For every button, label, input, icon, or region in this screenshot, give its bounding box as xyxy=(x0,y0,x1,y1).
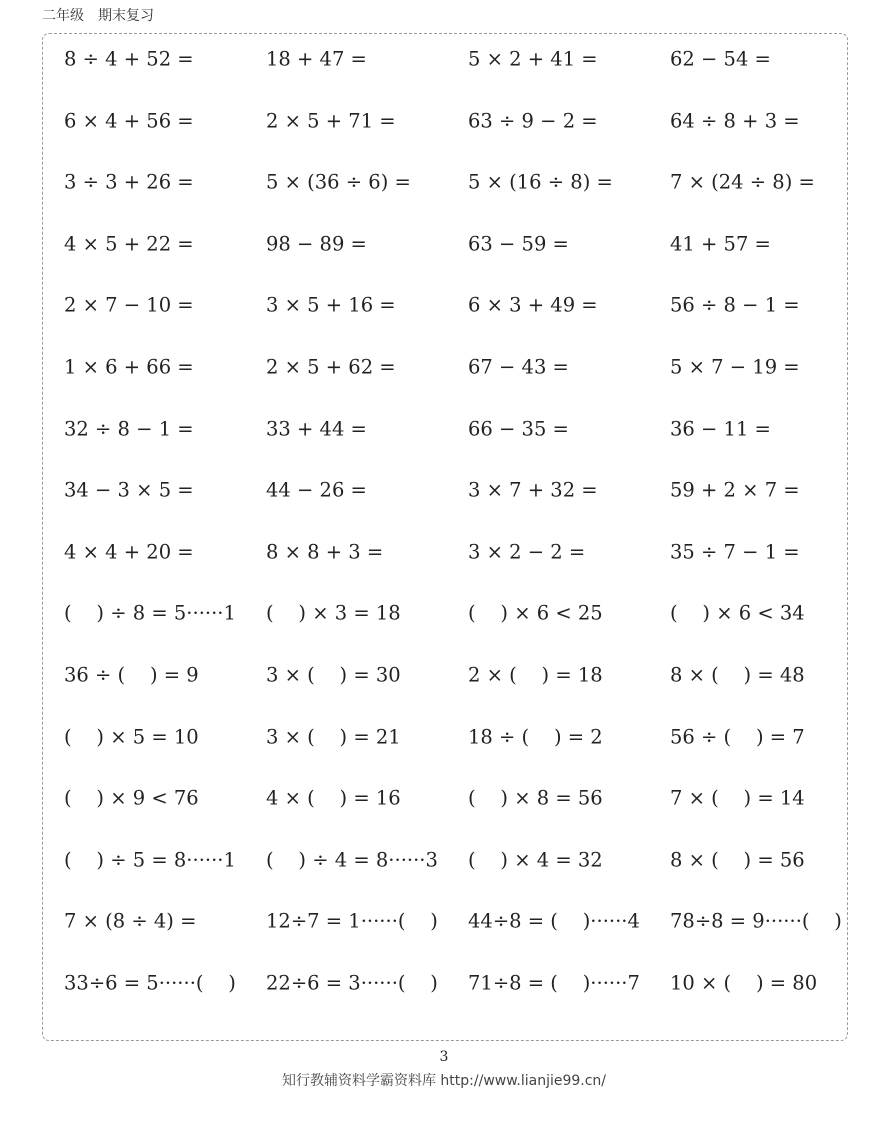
math-problem: 5 × 2 + 41 = xyxy=(468,47,598,71)
math-problem: 7 × (8 ÷ 4) = xyxy=(64,909,197,933)
math-problem: ( ) ÷ 5 = 8······1 xyxy=(64,847,236,871)
header-title: 期末复习 xyxy=(98,8,154,24)
math-problem: 5 × (36 ÷ 6) = xyxy=(266,170,411,194)
math-problem: 41 + 57 = xyxy=(670,232,771,256)
math-problem: 7 × ( ) = 14 xyxy=(670,786,805,810)
math-problem: 5 × 7 − 19 = xyxy=(670,355,800,379)
problem-row xyxy=(64,971,864,1045)
math-problem: 18 + 47 = xyxy=(266,47,367,71)
math-problem: 10 × ( ) = 80 xyxy=(670,971,818,995)
math-problem: 3 × ( ) = 30 xyxy=(266,663,401,687)
math-problem: 2 × ( ) = 18 xyxy=(468,663,603,687)
math-problem: ( ) × 3 = 18 xyxy=(266,601,401,625)
math-problem: ( ) × 8 = 56 xyxy=(468,786,603,810)
math-problem: 33÷6 = 5······( ) xyxy=(64,971,236,995)
math-problem: 59 + 2 × 7 = xyxy=(670,478,800,502)
math-problem: ( ) × 5 = 10 xyxy=(64,724,199,748)
math-problem: 44÷8 = ( )······4 xyxy=(468,909,640,933)
page-number: 3 xyxy=(439,1049,449,1065)
math-problem: ( ) × 9 < 76 xyxy=(64,786,199,810)
math-problem: 2 × 5 + 71 = xyxy=(266,108,396,132)
math-problem: 62 − 54 = xyxy=(670,47,771,71)
math-problem: 3 × ( ) = 21 xyxy=(266,724,401,748)
math-problem: 78÷8 = 9······( ) xyxy=(670,909,842,933)
math-problem: ( ) ÷ 8 = 5······1 xyxy=(64,601,236,625)
math-problem: 4 × 4 + 20 = xyxy=(64,540,194,563)
math-problem: 3 ÷ 3 + 26 = xyxy=(64,170,194,194)
math-problem: 35 ÷ 7 − 1 = xyxy=(670,540,800,563)
math-problem: 1 × 6 + 66 = xyxy=(64,355,194,379)
math-problem: 64 ÷ 8 + 3 = xyxy=(670,108,800,132)
math-problem: 3 × 5 + 16 = xyxy=(266,293,396,317)
problem-grid xyxy=(64,47,864,1045)
math-problem: 4 × ( ) = 16 xyxy=(266,786,401,810)
math-problem: 98 − 89 = xyxy=(266,232,367,256)
math-problem: 3 × 2 − 2 = xyxy=(468,540,586,563)
math-problem: 22÷6 = 3······( ) xyxy=(266,971,438,995)
math-problem: 71÷8 = ( )······7 xyxy=(468,971,640,995)
math-problem: 63 ÷ 9 − 2 = xyxy=(468,108,598,132)
math-problem: 66 − 35 = xyxy=(468,416,569,440)
math-problem: 44 − 26 = xyxy=(266,478,367,502)
math-problem: 32 ÷ 8 − 1 = xyxy=(64,416,194,440)
math-problem: ( ) × 6 < 25 xyxy=(468,601,603,625)
math-problem: ( ) × 4 = 32 xyxy=(468,847,603,871)
math-problem: 5 × (16 ÷ 8) = xyxy=(468,170,613,194)
math-problem: 6 × 4 + 56 = xyxy=(64,108,194,132)
footer-text: 知行教辅资料学霸资料库 http://www.lianjie99.cn/ xyxy=(281,1073,607,1089)
math-problem: 36 − 11 = xyxy=(670,416,771,440)
math-problem: 56 ÷ ( ) = 7 xyxy=(670,724,805,748)
math-problem: ( ) ÷ 4 = 8······3 xyxy=(266,847,438,871)
math-problem: 33 + 44 = xyxy=(266,416,367,440)
math-problem: 67 − 43 = xyxy=(468,355,569,379)
math-problem: 8 × 8 + 3 = xyxy=(266,540,384,563)
grade-label: 二年级 xyxy=(42,8,84,24)
math-problem: 18 ÷ ( ) = 2 xyxy=(468,724,603,748)
math-problem: 56 ÷ 8 − 1 = xyxy=(670,293,800,317)
math-problem: 8 × ( ) = 48 xyxy=(670,663,805,687)
math-problem: 7 × (24 ÷ 8) = xyxy=(670,170,815,194)
math-problem: 8 × ( ) = 56 xyxy=(670,847,805,871)
math-problem: 2 × 7 − 10 = xyxy=(64,293,194,317)
math-problem: 8 ÷ 4 + 52 = xyxy=(64,47,194,71)
math-problem: 63 − 59 = xyxy=(468,232,569,256)
math-problem: 2 × 5 + 62 = xyxy=(266,355,396,379)
math-problem: 4 × 5 + 22 = xyxy=(64,232,194,256)
math-problem: 34 − 3 × 5 = xyxy=(64,478,194,502)
math-problem: 6 × 3 + 49 = xyxy=(468,293,598,317)
math-problem: 3 × 7 + 32 = xyxy=(468,478,598,502)
math-problem: 12÷7 = 1······( ) xyxy=(266,909,438,933)
math-problem: 36 ÷ ( ) = 9 xyxy=(64,663,199,687)
math-problem: ( ) × 6 < 34 xyxy=(670,601,805,625)
page-header xyxy=(42,5,154,25)
